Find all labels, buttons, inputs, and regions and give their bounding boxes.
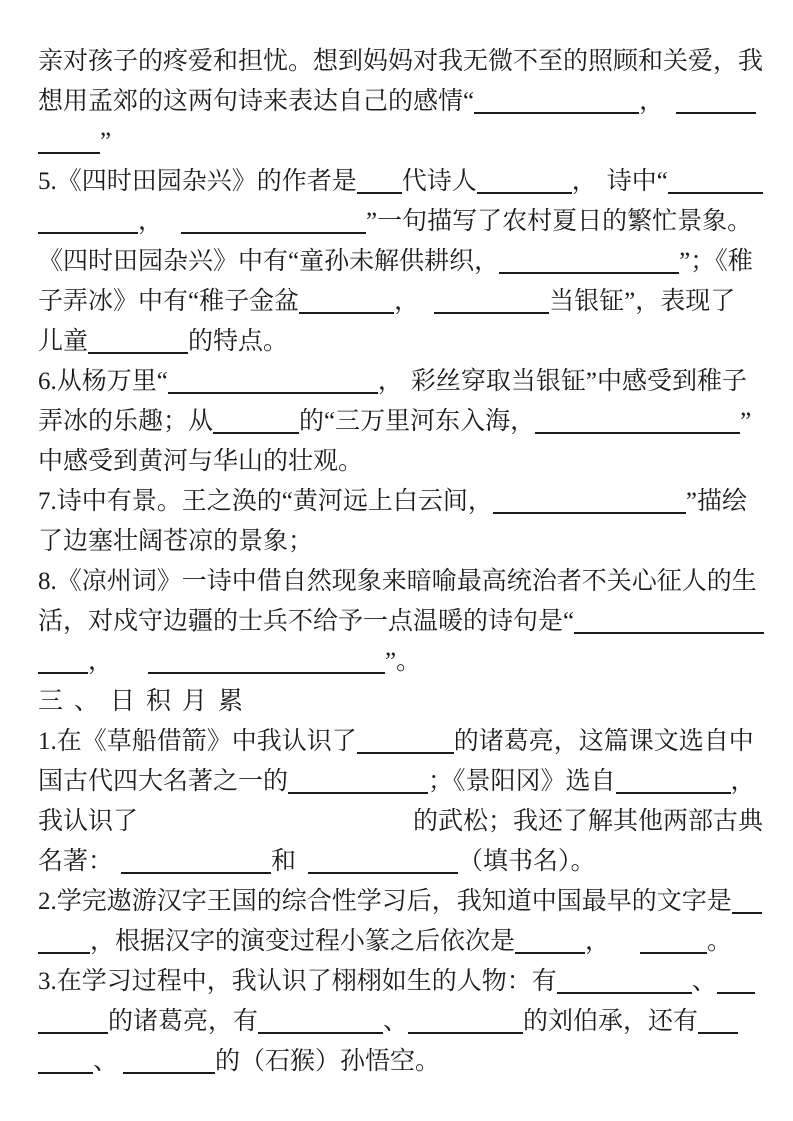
blank-underline bbox=[258, 1010, 383, 1034]
text-segment: 的刘伯承，还有 bbox=[523, 1008, 699, 1035]
text-segment: 、 bbox=[93, 1048, 119, 1075]
line-s3-q3-1 bbox=[38, 962, 767, 1002]
text-segment: ， bbox=[571, 168, 597, 195]
blank-underline bbox=[38, 1050, 93, 1074]
text-segment: ；《景阳冈》选自 bbox=[428, 768, 616, 795]
line-s3-q3-3 bbox=[38, 1042, 767, 1082]
blank-underline bbox=[493, 490, 686, 514]
blank-underline bbox=[616, 770, 731, 794]
text-segment: 的（石猴）孙悟空。 bbox=[215, 1048, 441, 1075]
line-s3-q1-1 bbox=[38, 722, 767, 762]
text-segment: 当银钲”，表现了 bbox=[549, 288, 736, 315]
blank-underline bbox=[88, 330, 188, 354]
text-segment: 亲对孩子的疼爱和担忧。想到妈妈对我无微不至的照顾和关爱，我 bbox=[38, 48, 764, 75]
line-q8-2 bbox=[38, 602, 767, 642]
text-segment: 《四时田园杂兴》中有“童孙未解供耕织， bbox=[38, 248, 500, 275]
text-segment: 。 bbox=[707, 928, 733, 955]
blank-underline bbox=[574, 610, 764, 634]
blank-underline bbox=[299, 290, 394, 314]
blank-underline bbox=[474, 90, 639, 114]
line-q7-1 bbox=[38, 482, 767, 522]
blank-underline bbox=[38, 930, 90, 954]
line-s3-q1-3 bbox=[38, 802, 767, 842]
spacer bbox=[664, 108, 676, 109]
blank-underline bbox=[213, 410, 299, 434]
text-segment: 3.在学习过程中，我认识了栩栩如生的人物：有 bbox=[38, 968, 557, 995]
spacer bbox=[113, 868, 121, 869]
text-segment: ” bbox=[100, 128, 112, 155]
line-q5-2 bbox=[38, 202, 767, 242]
text-segment: ， bbox=[639, 88, 665, 115]
line-q6-2 bbox=[38, 402, 767, 442]
line-q6-1 bbox=[38, 362, 767, 402]
text-segment: 的诸葛亮，这篇课文选自中 bbox=[453, 728, 754, 755]
line-s3-q3-2 bbox=[38, 1002, 767, 1042]
blank-underline bbox=[557, 970, 692, 994]
text-segment: 的诸葛亮，有 bbox=[108, 1008, 259, 1035]
spacer bbox=[610, 948, 640, 949]
line-context-mengjiao-1 bbox=[38, 42, 767, 82]
text-segment: 儿童 bbox=[38, 328, 89, 355]
text-segment: 和 bbox=[271, 848, 297, 875]
text-segment: 8.《凉州词》一诗中借自然现象来暗喻最高统治者不关心征人的生 bbox=[38, 568, 757, 595]
text-segment: 的特点。 bbox=[188, 328, 289, 355]
text-segment: 诗中“ bbox=[606, 168, 668, 195]
text-segment: 我认识了 bbox=[38, 808, 139, 835]
blank-underline bbox=[38, 130, 100, 154]
blank-underline bbox=[535, 410, 740, 434]
text-segment: 国古代四大名著之一的 bbox=[38, 768, 289, 795]
text-segment: 1.在《草船借箭》中我认识了 bbox=[38, 728, 357, 755]
blank-underline bbox=[123, 1050, 215, 1074]
text-segment: 想用孟郊的这两句诗来表达自己的感情“ bbox=[38, 88, 475, 115]
spacer bbox=[403, 388, 411, 389]
line-q5-3 bbox=[38, 242, 767, 282]
section-heading-3 bbox=[38, 682, 767, 722]
spacer bbox=[138, 828, 413, 829]
text-segment: 5.《四时田园杂兴》的作者是 bbox=[38, 168, 357, 195]
line-q5-4 bbox=[38, 282, 767, 322]
text-segment: ， bbox=[585, 928, 611, 955]
blank-underline bbox=[640, 930, 707, 954]
blank-underline bbox=[168, 370, 378, 394]
blank-underline bbox=[499, 250, 679, 274]
text-segment: 中感受到黄河与华山的壮观。 bbox=[38, 448, 364, 475]
line-q6-3 bbox=[38, 442, 767, 482]
line-q5-5 bbox=[38, 322, 767, 362]
text-segment: 2.学完遨游汉字王国的综合性学习后，我知道中国最早的文字是 bbox=[38, 888, 732, 915]
blank-underline bbox=[181, 210, 366, 234]
text-segment: 、 bbox=[691, 968, 717, 995]
text-segment: 7.诗中有景。王之涣的“黄河远上白云间， bbox=[38, 488, 493, 515]
blank-underline bbox=[698, 1010, 738, 1034]
text-segment: （填书名）。 bbox=[458, 848, 596, 875]
spacer bbox=[113, 668, 148, 669]
document-body bbox=[38, 42, 767, 1082]
line-s3-q2-2 bbox=[38, 922, 767, 962]
line-s3-q1-4 bbox=[38, 842, 767, 882]
text-segment: ， bbox=[730, 768, 756, 795]
blank-underline bbox=[477, 170, 572, 194]
text-segment: ， bbox=[138, 208, 164, 235]
text-segment: ”。 bbox=[385, 648, 422, 675]
text-segment: ，根据汉字的演变过程小篆之后依次是 bbox=[90, 928, 516, 955]
blank-underline bbox=[434, 290, 549, 314]
line-context-mengjiao-2 bbox=[38, 82, 767, 122]
blank-underline bbox=[732, 890, 762, 914]
blank-underline bbox=[148, 650, 385, 674]
text-segment: ”描绘 bbox=[685, 488, 747, 515]
spacer bbox=[419, 308, 434, 309]
blank-underline bbox=[676, 90, 756, 114]
spacer bbox=[597, 188, 607, 189]
text-segment: 三、日积月累 bbox=[38, 688, 255, 715]
blank-underline bbox=[408, 1010, 523, 1034]
line-s3-q1-2 bbox=[38, 762, 767, 802]
blank-underline bbox=[308, 850, 458, 874]
blank-underline bbox=[357, 730, 454, 754]
text-segment: ， bbox=[88, 648, 114, 675]
blank-underline bbox=[38, 1010, 108, 1034]
blank-underline bbox=[38, 210, 138, 234]
text-segment: ， bbox=[377, 368, 403, 395]
blank-underline bbox=[38, 650, 88, 674]
line-q8-3 bbox=[38, 642, 767, 682]
text-segment: 弄冰的乐趣；从 bbox=[38, 408, 214, 435]
blank-underline bbox=[121, 850, 271, 874]
spacer bbox=[163, 228, 181, 229]
blank-underline bbox=[515, 930, 585, 954]
line-context-mengjiao-3 bbox=[38, 122, 767, 162]
text-segment: ” bbox=[740, 408, 752, 435]
blank-underline bbox=[717, 970, 755, 994]
text-segment: 6.从杨万里“ bbox=[38, 368, 168, 395]
text-segment: ”；《稚 bbox=[679, 248, 753, 275]
text-segment: 代诗人 bbox=[401, 168, 477, 195]
text-segment: 的武松；我还了解其他两部古典 bbox=[413, 808, 764, 835]
text-segment: 活，对戍守边疆的士兵不给予一点温暖的诗句是“ bbox=[38, 608, 575, 635]
text-segment: ， bbox=[394, 288, 420, 315]
line-q8-1 bbox=[38, 562, 767, 602]
blank-underline bbox=[357, 170, 402, 194]
line-s3-q2-1 bbox=[38, 882, 767, 922]
line-q7-2 bbox=[38, 522, 767, 562]
line-q5-1 bbox=[38, 162, 767, 202]
text-segment: 的“三万里河东入海， bbox=[299, 408, 536, 435]
text-segment: 彩丝穿取当银钲”中感受到稚子 bbox=[410, 368, 747, 395]
text-segment: 名著： bbox=[38, 848, 114, 875]
text-segment: ”一句描写了农村夏日的繁忙景象。 bbox=[366, 208, 753, 235]
spacer bbox=[296, 868, 308, 869]
blank-underline bbox=[288, 770, 428, 794]
text-segment: 子弄冰》中有“稚子金盆 bbox=[38, 288, 300, 315]
text-segment: 了边塞壮阔苍凉的景象； bbox=[38, 528, 314, 555]
text-segment: 、 bbox=[383, 1008, 409, 1035]
blank-underline bbox=[668, 170, 763, 194]
